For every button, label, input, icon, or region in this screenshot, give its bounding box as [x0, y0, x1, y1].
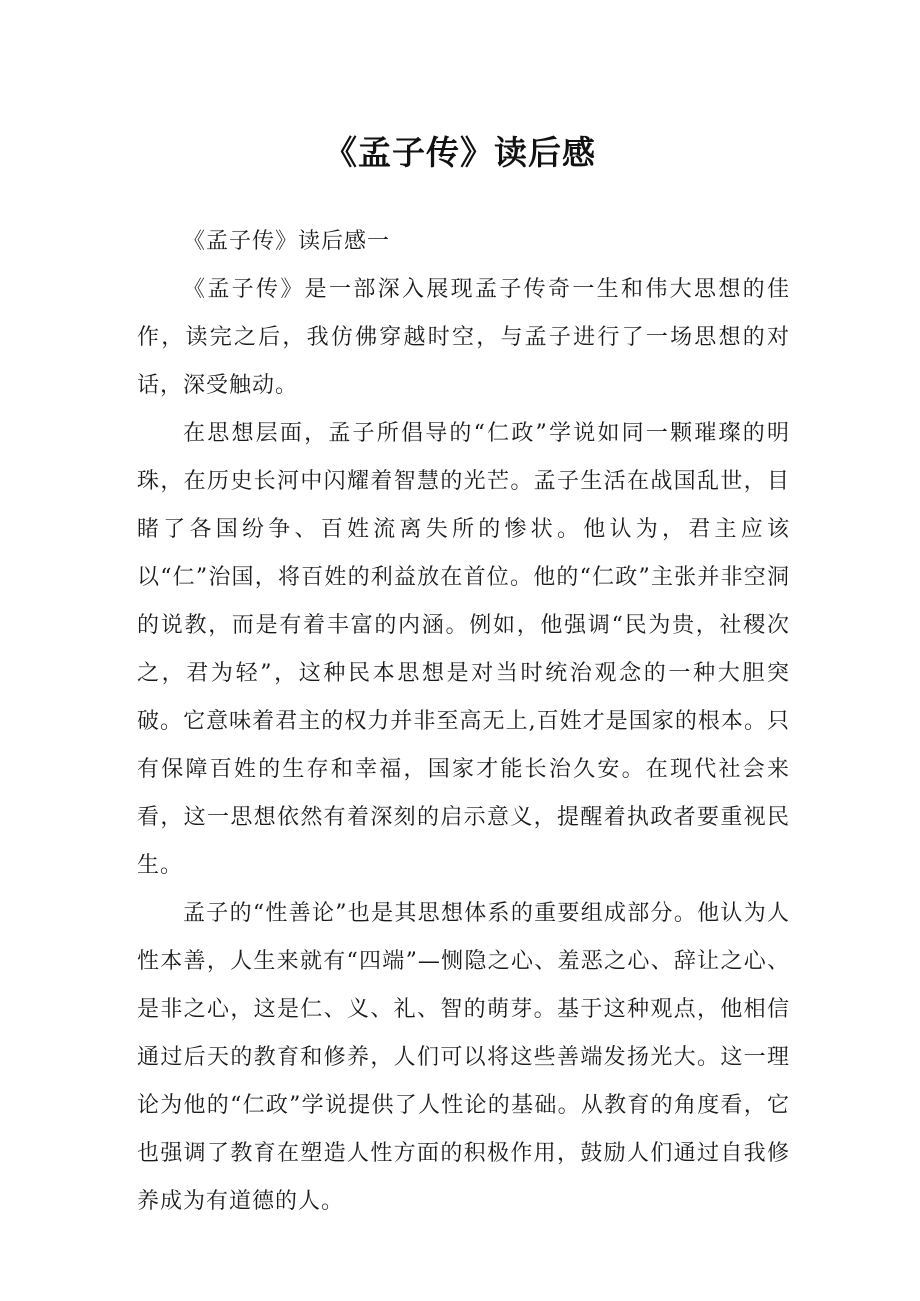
- paragraph-intro: 《孟子传》是一部深入展现孟子传奇一生和伟大思想的佳作，读完之后，我仿佛穿越时空，与孟子进行了一场思想的对话，深受触动。: [137, 277, 790, 398]
- paragraph-xing-shan: 孟子的“性善论”也是其思想体系的重要组成部分。他认为人性本善，人生来就有“四端”—恻隐之心、羞恶之心、辞让之心、是非之心，这是仁、义、礼、智的萌芽。基于这种观点，他相信通过后天的教育和修养，人们可以将这些善端发扬光大。这一理论为他的“仁政”学说提供了人性论的基础。从教育的角度看，它也强调了教育在塑造人性方面的积极作用，鼓励人们通过自我修养成为有道德的人。: [137, 901, 790, 1214]
- document-title: 《孟子传》读后感: [324, 133, 596, 172]
- section-heading: 《孟子传》读后感一: [183, 229, 391, 254]
- paragraph-ren-zheng: 在思想层面，孟子所倡导的“仁政”学说如同一颗璀璨的明珠，在历史长河中闪耀着智慧的光芒。孟子生活在战国乱世，目睹了各国纷争、百姓流离失所的惨状。他认为，君主应该以“仁”治国，将百姓的利益放在首位。他的“仁政”主张并非空洞的说教，而是有着丰富的内涵。例如，他强调“民为贵，社稷次之，君为轻”，这种民本思想是对当时统治观念的一种大胆突破。它意味着君主的权力并非至高无上,百姓才是国家的根本。只有保障百姓的生存和幸福，国家才能长治久安。在现代社会来看，这一思想依然有着深刻的启示意义，提醒着执政者要重视民生。: [137, 421, 790, 878]
- document-body: [137, 218, 790, 1226]
